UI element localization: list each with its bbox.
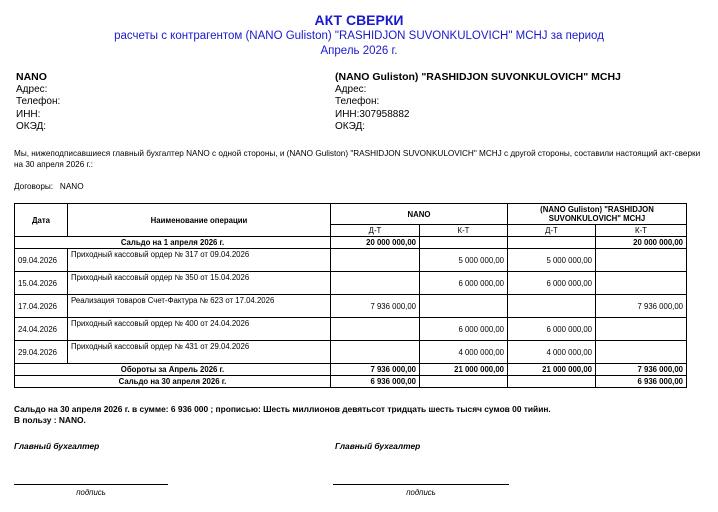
- right-party-block: [335, 71, 621, 134]
- reconciliation-table: [14, 203, 687, 388]
- closing-balance-row: [15, 376, 687, 388]
- left-party-name: NANO: [16, 71, 47, 83]
- row-operation: Реализация товаров Счет-Фактура № 623 от 17.04.2026: [68, 295, 331, 318]
- right-signature-title: Главный бухгалтер: [335, 441, 421, 451]
- summary-in-favor: В пользу : NANO.: [14, 415, 86, 425]
- summary-block: [14, 404, 551, 426]
- table-row: [15, 295, 687, 318]
- left-party-address: Адрес:: [16, 83, 48, 95]
- row-p1-credit: 4 000 000,00: [420, 341, 508, 364]
- row-p2-debit: 4 000 000,00: [508, 341, 596, 364]
- left-signature-caption: подпись: [76, 488, 106, 497]
- row-p2-credit: [596, 341, 687, 364]
- header-p1-debit: Д-Т: [331, 225, 420, 237]
- row-operation: Приходный кассовый ордер № 317 от 09.04.2026: [68, 249, 331, 272]
- table-row: [15, 318, 687, 341]
- closing-p2-credit: 6 936 000,00: [596, 376, 687, 388]
- header-p2-debit: Д-Т: [508, 225, 596, 237]
- row-p1-debit: [331, 318, 420, 341]
- document-title: АКТ СВЕРКИ: [314, 12, 404, 28]
- left-party-phone: Телефон:: [16, 96, 61, 107]
- row-p2-credit: 7 936 000,00: [596, 295, 687, 318]
- left-signature-line: [14, 484, 168, 485]
- row-p2-debit: 6 000 000,00: [508, 318, 596, 341]
- right-signature-caption: подпись: [406, 488, 436, 497]
- right-party-name: (NANO Guliston) "RASHIDJON SUVONKULOVICH" MCHJ: [335, 71, 621, 83]
- row-p1-debit: [331, 249, 420, 272]
- closing-label: Сальдо на 30 апреля 2026 г.: [15, 376, 331, 388]
- row-p1-credit: 5 000 000,00: [420, 249, 508, 272]
- right-party-phone: Телефон:: [335, 96, 380, 107]
- document-subtitle: расчеты с контрагентом (NANO Guliston) "RASHIDJON SUVONKULOVICH" MCHJ за период: [114, 30, 604, 42]
- opening-p1-debit: 20 000 000,00: [331, 237, 420, 249]
- intro-paragraph: Мы, нижеподписавшиеся главный бухгалтер NANO с одной стороны, и (NANO Guliston) "RASHIDJON SUVONKULOVICH" MCHJ с другой стороны, составили настоящий акт-сверки на 30 апреля 2026 г.:: [14, 149, 701, 169]
- row-p1-debit: [331, 341, 420, 364]
- left-party-oked: ОКЭД:: [16, 121, 47, 132]
- table-row: [15, 341, 687, 364]
- row-p2-debit: [508, 295, 596, 318]
- row-p1-credit: 6 000 000,00: [420, 318, 508, 341]
- row-operation: Приходный кассовый ордер № 350 от 15.04.2026: [68, 272, 331, 295]
- header-party2: (NANO Guliston) "RASHIDJON SUVONKULOVICH" MCHJ: [508, 204, 687, 225]
- row-p1-credit: 6 000 000,00: [420, 272, 508, 295]
- opening-p1-credit: [420, 237, 508, 249]
- contracts-label: Договоры:: [14, 182, 54, 191]
- row-date: 29.04.2026: [15, 341, 68, 364]
- row-p1-debit: [331, 272, 420, 295]
- table-row: [15, 249, 687, 272]
- row-date: 17.04.2026: [15, 295, 68, 318]
- turnover-p1-debit: 7 936 000,00: [331, 364, 420, 376]
- row-date: 09.04.2026: [15, 249, 68, 272]
- right-signature-line: [333, 484, 509, 485]
- left-signature-title: Главный бухгалтер: [14, 441, 100, 451]
- closing-p1-debit: 6 936 000,00: [331, 376, 420, 388]
- turnover-p2-debit: 21 000 000,00: [508, 364, 596, 376]
- row-p2-credit: [596, 249, 687, 272]
- closing-p1-credit: [420, 376, 508, 388]
- row-p2-credit: [596, 272, 687, 295]
- row-date: 24.04.2026: [15, 318, 68, 341]
- summary-balance-text: Сальдо на 30 апреля 2026 г. в сумме: 6 936 000 ; прописью: Шесть миллионов девятьсот тридцать шесть тысяч сумов 00 тийин.: [14, 404, 551, 414]
- left-party-inn: ИНН:: [16, 108, 41, 120]
- table-row: [15, 272, 687, 295]
- row-operation: Приходный кассовый ордер № 400 от 24.04.2026: [68, 318, 331, 341]
- row-p2-debit: 5 000 000,00: [508, 249, 596, 272]
- row-p1-credit: [420, 295, 508, 318]
- row-date: 15.04.2026: [15, 272, 68, 295]
- header-operation: Наименование операции: [68, 204, 331, 237]
- header-party1: NANO: [331, 204, 508, 225]
- contracts-value: NANO: [59, 182, 84, 191]
- opening-balance-row: [15, 237, 687, 249]
- right-party-oked: ОКЭД:: [335, 121, 366, 132]
- right-party-inn-label: ИНН:: [335, 108, 360, 120]
- turnover-label: Обороты за Апрель 2026 г.: [15, 364, 331, 376]
- opening-p2-credit: 20 000 000,00: [596, 237, 687, 249]
- turnover-p1-credit: 21 000 000,00: [420, 364, 508, 376]
- row-p2-debit: 6 000 000,00: [508, 272, 596, 295]
- right-party-inn-row: [335, 109, 621, 122]
- left-party-block: [16, 71, 60, 134]
- closing-p2-debit: [508, 376, 596, 388]
- right-party-inn-value: 307958882: [359, 108, 410, 120]
- row-operation: Приходный кассовый ордер № 431 от 29.04.2026: [68, 341, 331, 364]
- opening-p2-debit: [508, 237, 596, 249]
- row-p2-credit: [596, 318, 687, 341]
- row-p1-debit: 7 936 000,00: [331, 295, 420, 318]
- table-header-row: [15, 204, 687, 225]
- opening-label: Сальдо на 1 апреля 2026 г.: [15, 237, 331, 249]
- contracts-line: [14, 182, 84, 191]
- header-p1-credit: К-Т: [420, 225, 508, 237]
- turnover-row: [15, 364, 687, 376]
- turnover-p2-credit: 7 936 000,00: [596, 364, 687, 376]
- header-p2-credit: К-Т: [596, 225, 687, 237]
- right-party-address: Адрес:: [335, 83, 367, 95]
- document-period: Апрель 2026 г.: [320, 45, 398, 57]
- header-date: Дата: [15, 204, 68, 237]
